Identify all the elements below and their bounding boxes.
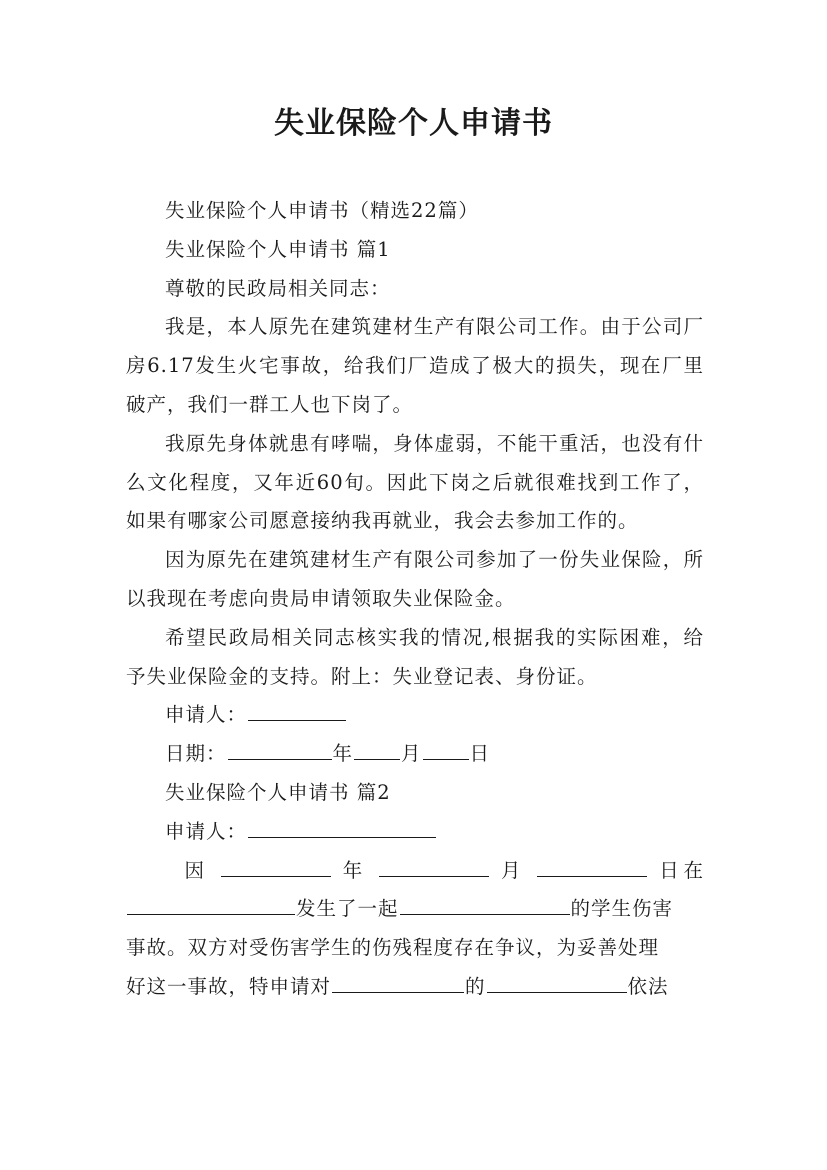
section-heading-2: 失业保险个人申请书 篇2 [165, 780, 391, 804]
date-day-label: 日 [469, 742, 491, 766]
request-target-blank [332, 970, 464, 993]
incident-day-blank [537, 854, 647, 877]
applicant-line-2 [126, 813, 704, 852]
applicant-label-2: 申请人： [165, 819, 248, 843]
date-day-blank [423, 737, 469, 760]
applicant-blank [248, 698, 346, 721]
paragraph-4: 希望民政局相关同志核实我的情况,根据我的实际困难，给予失业保险金的支持。附上：失业登记表、身份证。 [126, 625, 704, 688]
document-subtitle: 失业保险个人申请书（精选22篇） [165, 199, 479, 222]
applicant-blank-2 [248, 815, 436, 838]
date-month-label: 月 [401, 742, 422, 766]
incident-month-blank [379, 854, 489, 877]
text-nian: 年 [342, 858, 368, 882]
date-line [126, 735, 704, 774]
text-de-xuesheng: 的学生伤害 [570, 897, 674, 921]
applicant-line-1 [126, 696, 704, 735]
incident-line-2 [126, 890, 704, 929]
paragraph-2: 我原先身体就患有哮喘，身体虚弱，不能干重活，也没有什么文化程度，又年近60旬。因此下岗之后就很难找到工作了，如果有哪家公司愿意接纳我再就业，我会去参加工作的。 [126, 431, 704, 533]
text-line4-b: 的 [465, 974, 486, 998]
incident-line-1 [126, 852, 704, 891]
incident-place-blank [127, 892, 295, 915]
date-month-blank [354, 737, 400, 760]
text-ri-zai: 日在 [659, 858, 705, 882]
text-line4-a: 好这一事故，特申请对 [126, 974, 332, 998]
incident-year-blank [221, 854, 331, 877]
text-yin: 因 [184, 858, 209, 882]
incident-line-3: 事故。双方对受伤害学生的伤残程度存在争议，为妥善处理 [126, 936, 660, 960]
text-fasheng: 发生了一起 [296, 897, 399, 921]
document-body [126, 192, 704, 1007]
section-heading-1: 失业保险个人申请书 篇1 [165, 237, 391, 261]
date-label: 日期： [165, 742, 227, 766]
date-year-blank [228, 737, 332, 760]
request-item-blank [487, 970, 627, 993]
incident-line-4 [126, 968, 704, 1007]
text-yue: 月 [501, 858, 526, 882]
document-title: 失业保险个人申请书 [274, 106, 553, 141]
incident-type-blank [400, 892, 570, 915]
paragraph-3: 因为原先在建筑建材生产有限公司参加了一份失业保险，所以我现在考虑向贵局申请领取失业保险金。 [126, 548, 704, 610]
paragraph-1: 我是，本人原先在建筑建材生产有限公司工作。由于公司厂房6.17发生火宅事故，给我们厂造成了极大的损失，现在厂里破产，我们一群工人也下岗了。 [126, 315, 704, 416]
date-year-label: 年 [332, 742, 354, 766]
salutation: 尊敬的民政局相关同志： [165, 276, 391, 300]
text-line4-c: 依法 [627, 974, 669, 998]
applicant-label: 申请人： [165, 703, 248, 727]
